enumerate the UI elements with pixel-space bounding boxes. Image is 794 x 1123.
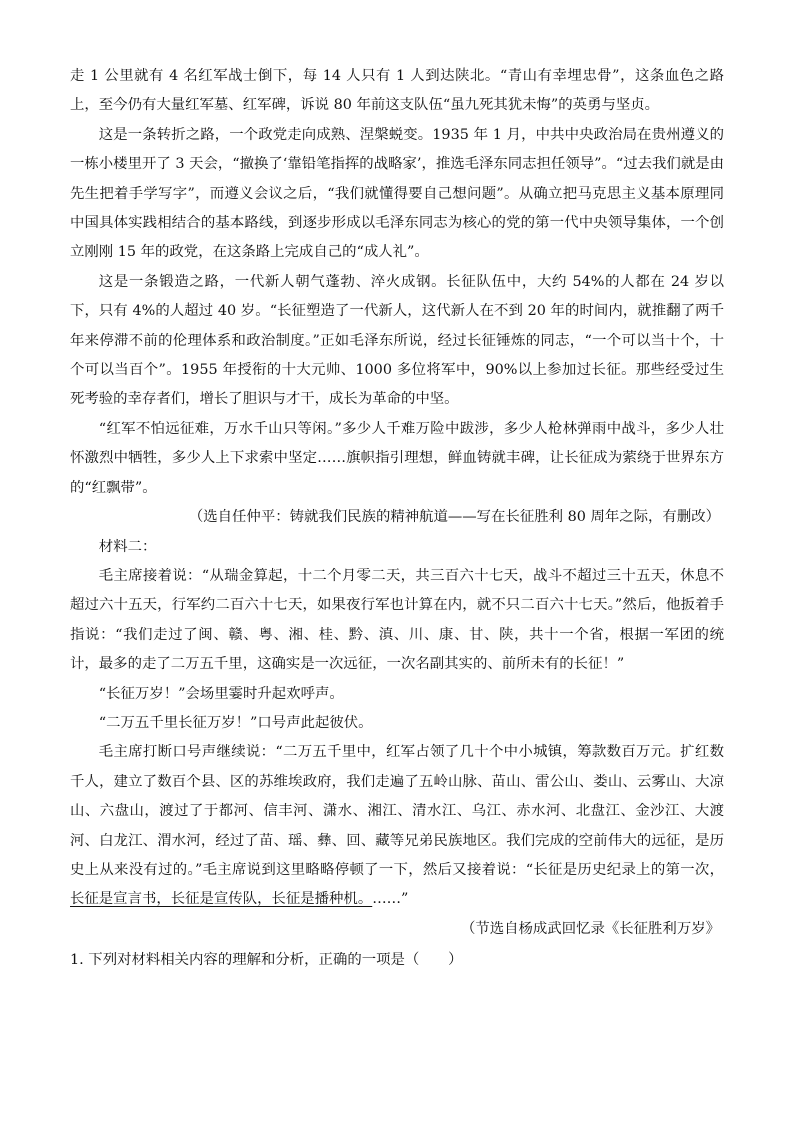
paragraph-8-main: 毛主席打断口号声继续说：“二万五千里中，红军占领了几十个中小城镇，筹款数百万元。扩红数千人，建立了数百个县、区的苏维埃政府，我们走遍了五岭山脉、苗山、雷公山、娄山、云雾山、大凉山、六盘山，渡过了于都河、信丰河、潇水、湘江、清水江、乌江、赤水河、北盘江、金沙江、大渡河、白龙江、渭水河，经过了苗、瑶、彝、回、藏等兄弟民族地区。我们完成的空前伟大的远征，是历史上从来没有过的。”毛主席说到这里略略停顿了一下，然后又接着说：“长征是历史纪录上的第一次，: [70, 744, 724, 878]
paragraph-1: 走 1 公里就有 4 名红军战士倒下，每 14 人只有 1 人到达陕北。“青山有幸埋忠骨”，这条血色之路上，至今仍有大量红军墓、红军碑，诉说 80 年前这支队伍“虽九死其犹未悔”的英勇与坚贞。: [70, 68, 724, 114]
paragraph-4: “红军不怕远征难，万水千山只等闲。”多少人千难万险中跋涉，多少人枪林弹雨中战斗，多少人壮怀激烈中牺牲，多少人上下求索中坚定……旗帜指引理想，鲜血铸就丰碑，让长征成为萦绕于世界东方的“红飘带”。: [70, 420, 724, 496]
paragraph-8-underlined-text: 长征是宣言书，长征是宣传队，长征是播种机。: [70, 891, 373, 908]
source-citation-1: （选自任仲平：铸就我们民族的精神航道——写在长征胜利 80 周年之际，有删改）: [188, 509, 720, 526]
paragraph-8-tail: ……”: [372, 891, 409, 908]
paragraph-2: 这是一条转折之路，一个政党走向成熟、涅槃蜕变。1935 年 1 月，中共中央政治局在贵州遵义的一栋小楼里开了 3 天会，“撤换了‘靠铅笔指挥的战略家’，推选毛泽东同志担任领导”。“过去我们就是由先生把着手学写字”，而遵义会议之后，“我们就懂得要自己想问题”。从确立把马克思主义基本原理同中国具体实践相结合的基本路线，到逐步形成以毛泽东同志为核心的党的第一代中央领导集体，一个创立刚刚 15 年的政党，在这条路上完成自己的“成人礼”。: [70, 126, 724, 261]
source-citation-2: （节选自杨成武回忆录《长征胜利万岁》: [460, 920, 720, 937]
paragraph-8: [70, 738, 724, 914]
document-page: [70, 62, 724, 976]
question-1: 1. 下列对材料相关内容的理解和分析，正确的一项是（ ）: [70, 952, 463, 969]
paragraph-6: “长征万岁！”会场里霎时升起欢呼声。: [98, 685, 344, 702]
paragraph-3: 这是一条锻造之路，一代新人朝气蓬勃、淬火成钢。长征队伍中，大约 54%的人都在 24 岁以下，只有 4%的人超过 40 岁。“长征塑造了一代新人，这代新人在不到 20 年的时间内，就推翻了两千年来停滞不前的伦理体系和政治制度。”正如毛泽东所说，经过长征锤炼的同志，“一个可以当十个，十个可以当百个”。1955 年授衔的十大元帅、1000 多位将军中，90%以上参加过长征。那些经受过生死考验的幸存者们，增长了胆识与才干，成长为革命的中坚。: [70, 273, 724, 408]
paragraph-5: 毛主席接着说：“从瑞金算起，十二个月零二天，共三百六十七天，战斗不超过三十五天，休息不超过六十五天，行军约二百六十七天，如果夜行军也计算在内，就不只二百六十七天。”然后，他扳着手指说：“我们走过了闽、赣、粤、湘、桂、黔、滇、川、康、甘、陕，共十一个省，根据一军团的统计，最多的走了二万五千里，这确实是一次远征，一次名副其实的、前所未有的长征！”: [70, 567, 724, 673]
material-two-label: 材料二：: [98, 538, 157, 555]
paragraph-7: “二万五千里长征万岁！”口号声此起彼伏。: [98, 714, 373, 731]
